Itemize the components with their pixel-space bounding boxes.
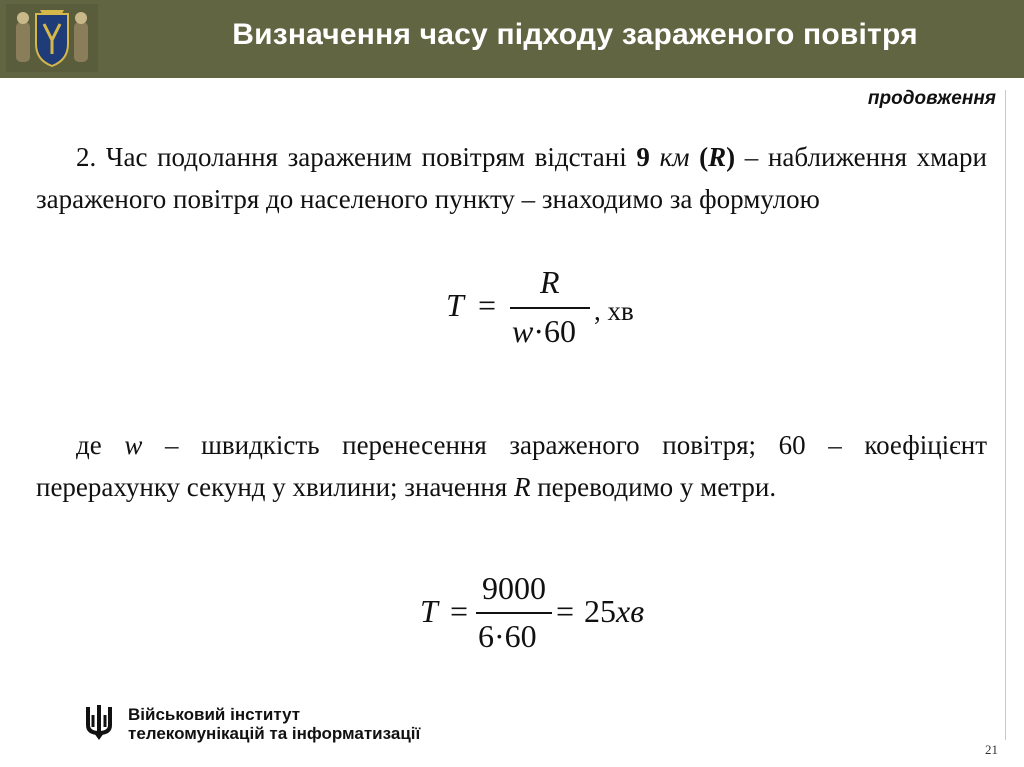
coat-of-arms-icon [6, 4, 98, 72]
fraction-line [510, 307, 590, 309]
institute-name [128, 705, 420, 743]
den-60: 60 [544, 313, 576, 349]
formula2-result [584, 593, 644, 630]
formula1-suffix: , хв [594, 296, 634, 326]
trident-logo-icon [82, 703, 116, 741]
formula1-denominator [512, 313, 576, 350]
para2-text2: переводимо у метри. [537, 472, 777, 502]
den-60-2: 60 [504, 618, 537, 654]
formula2-eq: = [450, 593, 469, 629]
paren-open: ( [699, 142, 709, 172]
den-dot: · [533, 313, 544, 349]
den-w: w [512, 313, 534, 349]
formula2-denominator [478, 618, 537, 655]
paragraph-1 [36, 136, 987, 220]
page-title: Визначення часу підходу зараженого повітря [232, 18, 918, 51]
para2-lead: де [76, 430, 102, 460]
distance-unit: км [659, 142, 690, 172]
formula2-eq2: = [556, 593, 575, 629]
right-divider [1005, 90, 1006, 740]
formula2-numerator: 9000 [482, 570, 546, 606]
formula-1 [446, 264, 706, 358]
variable-R: R [708, 142, 727, 172]
fraction-line-2 [476, 612, 552, 614]
para2-text1: – швидкість перенесення зараженого повітря; 60 – коефіцієнт перерахунку секунд у хвилини; значення [36, 430, 987, 502]
paragraph-2 [36, 424, 987, 508]
den-dot-2: · [494, 618, 505, 654]
continuation-label: продовження [867, 88, 996, 109]
formula-2 [420, 570, 680, 664]
den-6: 6 [478, 618, 494, 654]
paren-close: ) [726, 142, 736, 172]
para1-lead: 2. Час подолання зараженим повітрям відстані [76, 142, 627, 172]
distance-value: 9 [636, 142, 650, 172]
variable-w: w [124, 430, 143, 460]
institute-line-1: Військовий інститут [128, 705, 301, 724]
formula1-lhs: T [446, 287, 464, 323]
variable-R-2: R [513, 472, 531, 502]
formula1-numerator: R [540, 264, 560, 300]
result-value: 25 [584, 593, 616, 629]
header-bar [0, 0, 1024, 78]
formula2-lhs: T [420, 593, 438, 629]
result-unit: хв [616, 593, 645, 629]
page-number: 21 [985, 742, 998, 757]
para1-rest: – наближення хмари зараженого повітря до населеного пункту – знаходимо за формулою [36, 142, 987, 214]
formula1-eq: = [478, 287, 497, 323]
institute-line-2: телекомунікацій та інформатизації [128, 724, 421, 743]
